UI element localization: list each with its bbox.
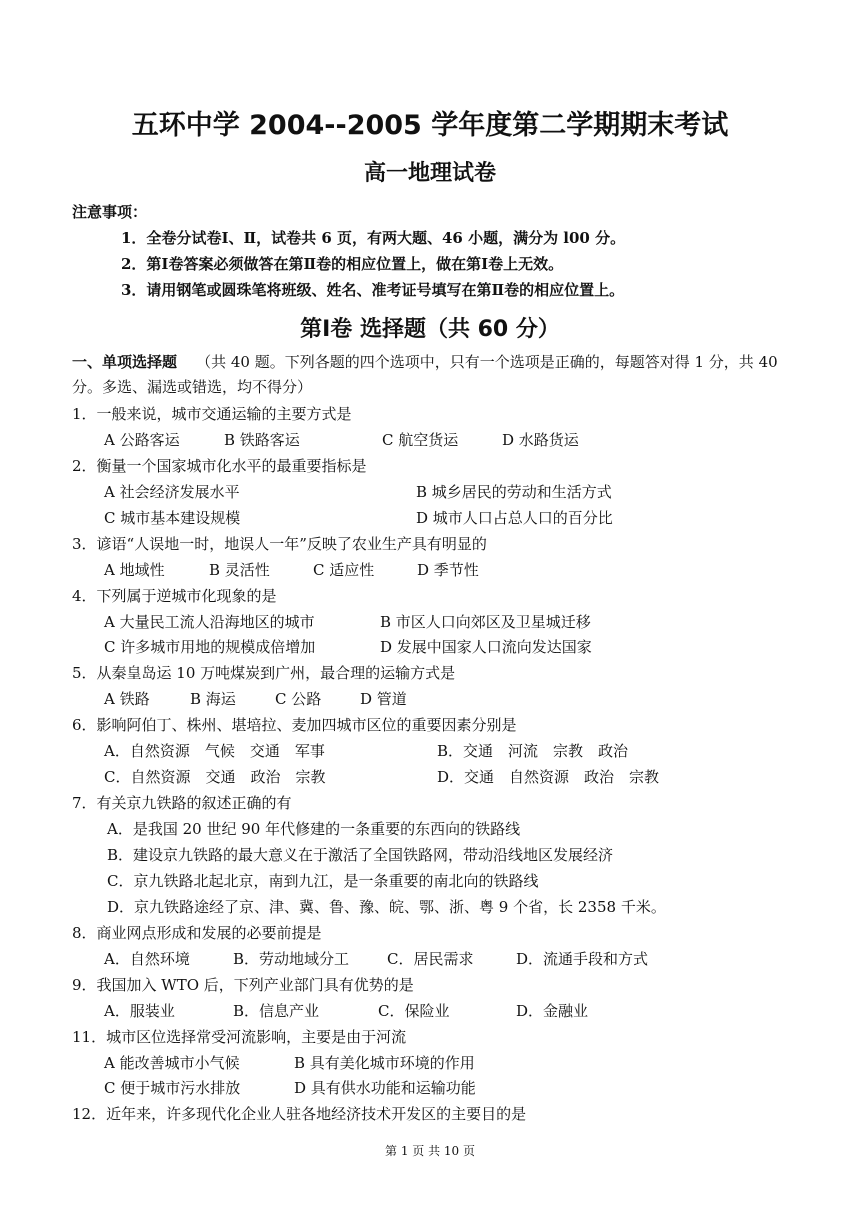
- question-option: B 城乡居民的劳动和生活方式: [416, 483, 612, 501]
- question-option: B 市区人口向郊区及卫星城迁移: [380, 613, 591, 631]
- notes-heading: 注意事项：: [72, 203, 148, 221]
- question-option: A 能改善城市小气候: [104, 1054, 240, 1072]
- question-stem: 7．有关京九铁路的叙述正确的有: [72, 794, 292, 812]
- exam-subtitle: 高一地理试卷: [363, 161, 496, 186]
- section-label: 一、单项选择题: [72, 353, 178, 371]
- question-option: A 地域性: [104, 561, 165, 579]
- question-option: B．劳动地域分工: [233, 950, 350, 968]
- question-option: C 便于城市污水排放: [104, 1079, 241, 1097]
- question-option: D．流通手段和方式: [516, 950, 649, 968]
- question-option: D．京九铁路途经了京、津、冀、鲁、豫、皖、鄂、浙、粤 9 个省，长 2358 千米。: [107, 898, 666, 916]
- question-stem: 3．谚语“人误地一时，地误人一年”反映了农业生产具有明显的: [72, 535, 487, 553]
- question-option: A．自然资源 气候 交通 军事: [104, 742, 325, 760]
- question-option: D 管道: [360, 690, 407, 708]
- question-option: C．京九铁路北起北京，南到九江，是一条重要的南北向的铁路线: [107, 872, 539, 890]
- question-option: C 城市基本建设规模: [104, 509, 241, 527]
- question-option: C 适应性: [313, 561, 375, 579]
- question-stem: 11．城市区位选择常受河流影响，主要是由于河流: [72, 1028, 407, 1046]
- question-option: D 季节性: [417, 561, 479, 579]
- question-option: C．居民需求: [387, 950, 474, 968]
- question-option: A．服装业: [104, 1002, 175, 1020]
- question-option: C 许多城市用地的规模成倍增加: [104, 638, 316, 656]
- question-option: C 航空货运: [382, 431, 459, 449]
- section-title: 第Ⅰ卷 选择题（共 60 分）: [300, 317, 560, 342]
- question-option: D．金融业: [516, 1002, 589, 1020]
- question-option: A 铁路: [104, 690, 150, 708]
- question-option: C 公路: [275, 690, 322, 708]
- question-option: A 社会经济发展水平: [104, 483, 240, 501]
- question-stem: 12．近年来，许多现代化企业人驻各地经济技术开发区的主要目的是: [72, 1105, 527, 1123]
- question-option: D 发展中国家人口流向发达国家: [380, 638, 592, 656]
- question-option: B．建设京九铁路的最大意义在于激活了全国铁路网，带动沿线地区发展经济: [107, 846, 614, 864]
- section-instructions: [72, 350, 792, 400]
- question-option: D 水路货运: [502, 431, 579, 449]
- note-item: 1．全卷分试卷Ⅰ、Ⅱ，试卷共 6 页，有两大题、46 小题，满分为 l00 分。: [121, 229, 626, 247]
- page-footer: 第 1 页 共 10 页: [385, 1144, 475, 1158]
- question-option: A．是我国 20 世纪 90 年代修建的一条重要的东西向的铁路线: [107, 820, 521, 838]
- question-option: B 海运: [190, 690, 236, 708]
- question-option: D．交通 自然资源 政治 宗教: [437, 768, 660, 786]
- question-option: D 具有供水功能和运输功能: [294, 1079, 476, 1097]
- question-stem: 9．我国加入 WTO 后，下列产业部门具有优势的是: [72, 976, 414, 994]
- question-option: B．交通 河流 宗教 政治: [437, 742, 629, 760]
- question-option: A 大量民工流人沿海地区的城市: [104, 613, 315, 631]
- question-option: A 公路客运: [104, 431, 180, 449]
- question-stem: 6．影响阿伯丁、株州、堪培拉、麦加四城市区位的重要因素分别是: [72, 716, 517, 734]
- question-option: A．自然环境: [104, 950, 190, 968]
- question-option: B．信息产业: [233, 1002, 320, 1020]
- question-stem: 1．一般来说，城市交通运输的主要方式是: [72, 405, 352, 423]
- question-stem: 8．商业网点形成和发展的必要前提是: [72, 924, 322, 942]
- exam-title: 五环中学 2004--2005 学年度第二学期期末考试: [131, 110, 729, 141]
- note-item: 2．第Ⅰ卷答案必须做答在第Ⅱ卷的相应位置上，做在第Ⅰ卷上无效。: [121, 255, 564, 273]
- note-item: 3．请用钢笔或圆珠笔将班级、姓名、准考证号填写在第Ⅱ卷的相应位置上。: [121, 281, 625, 299]
- question-option: B 铁路客运: [224, 431, 300, 449]
- question-stem: 5．从秦皇岛运 10 万吨煤炭到广州，最合理的运输方式是: [72, 664, 456, 682]
- question-option: B 灵活性: [209, 561, 270, 579]
- question-stem: 2．衡量一个国家城市化水平的最重要指标是: [72, 457, 367, 475]
- section-instructions-text: （共 40 题。下列各题的四个选项中，只有一个选项是正确的，每题答对得 1 分，共 40 分。多选、漏选或错选，均不得分）: [72, 353, 778, 396]
- question-option: D 城市人口占总人口的百分比: [416, 509, 613, 527]
- question-option: C．自然资源 交通 政治 宗教: [104, 768, 326, 786]
- question-option: C．保险业: [378, 1002, 450, 1020]
- question-option: B 具有美化城市环境的作用: [294, 1054, 475, 1072]
- question-stem: 4．下列属于逆城市化现象的是: [72, 587, 277, 605]
